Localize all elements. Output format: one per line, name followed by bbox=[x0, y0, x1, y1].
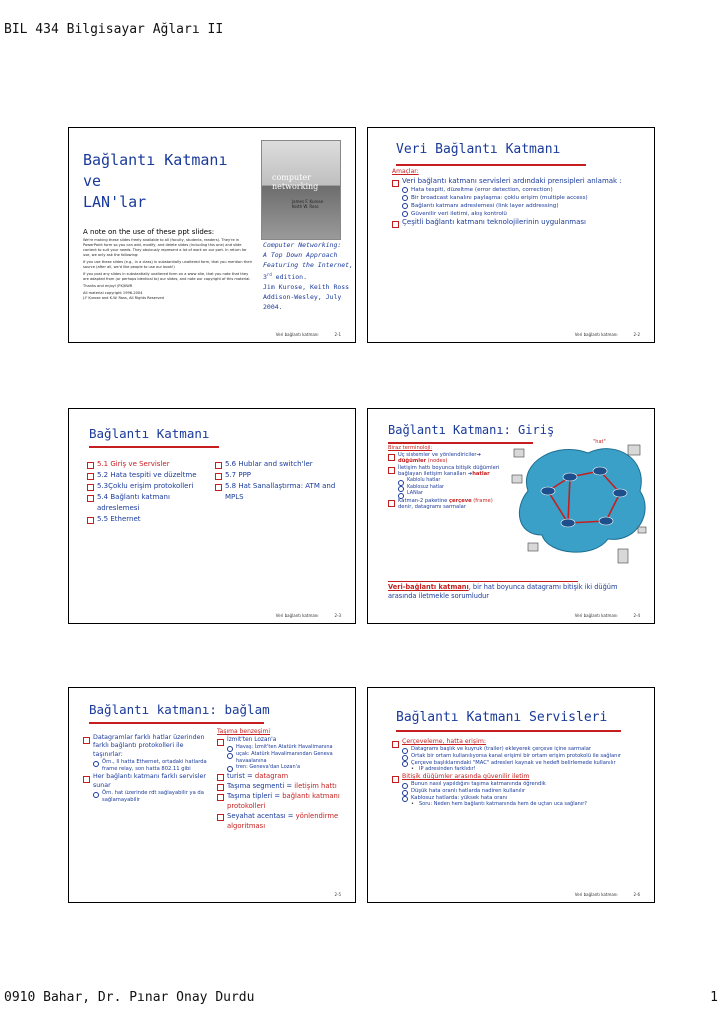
slide-5 bbox=[68, 687, 356, 903]
book-authors: Jim Kurose, Keith Ross bbox=[263, 283, 350, 292]
note-heading: A note on the use of these ppt slides: bbox=[83, 228, 215, 236]
slide-5-title: Bağlantı katmanı: bağlam bbox=[89, 702, 270, 717]
book-publisher: Addison-Wesley, July bbox=[263, 293, 342, 302]
slide-2 bbox=[367, 127, 655, 343]
list-item: • IP adresinden farklıdır! bbox=[411, 766, 647, 773]
list-item bbox=[402, 760, 647, 773]
note-copyright-2: J.F Kurose and K.W. Ross, All Rights Reserved bbox=[83, 296, 164, 300]
summary-highlight: Veri-bağlantı katmanı bbox=[388, 583, 469, 591]
slide-footer-number: 2-2 bbox=[633, 332, 640, 337]
title-underline bbox=[396, 730, 621, 732]
sub-bullets bbox=[227, 744, 352, 771]
slide-6 bbox=[367, 687, 655, 903]
list-item bbox=[83, 734, 213, 773]
list-item-text: Veri bağlantı katmanı servisleri ardındaki prensipleri anlamak : bbox=[402, 176, 622, 185]
slide-4-title: Bağlantı Katmanı: Giriş bbox=[388, 423, 555, 437]
slide-1-title bbox=[83, 150, 233, 213]
analogy-highlight: bağlantı katmanı protokolleri bbox=[227, 792, 340, 811]
book-cover-image bbox=[261, 140, 341, 240]
list-item: Kablosuz hatlar bbox=[398, 485, 508, 492]
page-header: BIL 434 Bilgisayar Ağları II bbox=[4, 22, 224, 37]
toc-item: 5.7 PPP bbox=[215, 470, 341, 481]
network-cloud bbox=[519, 449, 645, 552]
analogy-text: Taşıma segmenti = bbox=[227, 782, 295, 791]
slide-5-right-bullets bbox=[217, 736, 352, 831]
server-icon bbox=[618, 549, 628, 563]
note-copyright-1: All material copyright 1996-2004 bbox=[83, 291, 143, 295]
list-item bbox=[388, 452, 508, 465]
list-item bbox=[83, 773, 213, 804]
sub-bullets bbox=[402, 186, 642, 218]
list-item-text: İzmit'ten Lozan'a bbox=[227, 737, 277, 743]
toc-item: 5.6 Hublar and switch'ler bbox=[215, 459, 341, 470]
book-title-line-1: Computer Networking: bbox=[263, 241, 342, 249]
list-item bbox=[217, 781, 352, 791]
host-icon bbox=[528, 543, 538, 551]
list-item bbox=[392, 177, 642, 218]
book-title-line-2: A Top Down Approach bbox=[263, 251, 338, 259]
slide-6-footer bbox=[575, 892, 640, 897]
list-item: Kablolu hatlar bbox=[398, 478, 508, 485]
list-item bbox=[388, 465, 508, 498]
slide-5-footer bbox=[334, 892, 341, 897]
slide-1 bbox=[68, 127, 356, 343]
slide-footer-number: 2-6 bbox=[633, 892, 640, 897]
analogy-highlight: iletişim hattı bbox=[294, 782, 337, 791]
toc-item: 5.3Çoklu erişim protokolleri bbox=[87, 481, 205, 492]
book-edition-word: edition. bbox=[275, 273, 307, 282]
sub-bullets bbox=[93, 759, 213, 773]
analogy-text: turist = bbox=[227, 772, 255, 781]
sub-bullets bbox=[398, 478, 508, 498]
list-item bbox=[388, 498, 508, 511]
router-icon bbox=[613, 489, 627, 497]
slide-5-right-column bbox=[217, 728, 352, 831]
list-item: Havaş: İzmit'ten Atatürk Havalimanına bbox=[227, 744, 352, 751]
slide-4-footer bbox=[575, 613, 640, 618]
analogy-text: Taşıma tipleri = bbox=[227, 792, 283, 801]
slide-2-content bbox=[392, 168, 642, 227]
list-item-text: Datagramlar farklı hatlar üzerinden farklı bağlantı protokolleri ile taşınırlar: bbox=[93, 734, 205, 758]
toc-left-column bbox=[87, 459, 205, 525]
slide-1-title-line-2: LAN'lar bbox=[83, 193, 147, 211]
list-item bbox=[217, 791, 352, 811]
list-item bbox=[392, 738, 647, 773]
slide-6-content bbox=[392, 738, 647, 808]
list-item: uçak: Atatürk Havalimanından Geneva havaalanına bbox=[227, 751, 352, 765]
term-text: Katman-2 paketine bbox=[398, 497, 448, 504]
list-item: Güvenilir veri iletimi, akış kontrolü bbox=[402, 210, 642, 218]
slide-footer-label: Veri bağlantı katmanı bbox=[574, 892, 618, 897]
analogy-highlight: yönlendirme algoritması bbox=[227, 812, 339, 831]
list-item bbox=[217, 811, 352, 831]
analogy-heading: Taşıma benzeşimi bbox=[217, 728, 271, 735]
slide-4-bullets bbox=[388, 452, 508, 511]
list-item: Ortak bir ortam kullanılıyorsa kanal erişimi bir ortam erişim protokolü ile sağlanır bbox=[402, 753, 647, 760]
slide-footer-label: Veri bağlantı katmanı bbox=[574, 332, 618, 337]
list-item: Bunun nasıl yapıldığını taşıma katmanında öğrendik bbox=[402, 781, 647, 788]
router-icon bbox=[541, 487, 555, 495]
note-paragraph-3: If you post any slides in substantially unaltered form on a www site, that you note that they are adapted from (or perhaps identical to) our slides, and note our copyright of this material. bbox=[83, 272, 251, 281]
note-paragraph-1: We're making these slides freely available to all (faculty, students, readers). They're in PowerPoint form so you can add, modify, and delete slides (including this one) and slide content to suit your needs. They obviously represent a lot of work on our part. In return for use, we only ask the following: bbox=[83, 238, 247, 257]
sub-bullets bbox=[93, 790, 213, 804]
service-heading: Çerçeveleme, hatta erişim: bbox=[402, 738, 486, 745]
list-item bbox=[392, 773, 647, 808]
term-text: Uç sistemler ve yönlendiriciler bbox=[398, 451, 477, 458]
slide-4-content bbox=[388, 445, 508, 511]
goals-heading: Amaçlar: bbox=[392, 168, 419, 175]
sub-sub-bullets bbox=[411, 766, 647, 773]
book-edition-number: 3 bbox=[263, 273, 267, 282]
term-highlight: (frame) bbox=[473, 497, 493, 504]
slide-3-footer bbox=[276, 613, 341, 618]
toc-item bbox=[87, 459, 205, 470]
term-highlight: düğümler bbox=[398, 458, 427, 465]
toc-item: 5.5 Ethernet bbox=[87, 514, 205, 525]
title-underline bbox=[396, 164, 586, 166]
term-text: denir, datagramı sarmalar bbox=[398, 504, 466, 511]
book-cover-title bbox=[272, 173, 318, 191]
toc-item: 5.2 Hata tespiti ve düzeltme bbox=[87, 470, 205, 481]
term-highlight: (nodes) bbox=[427, 458, 448, 465]
list-item bbox=[402, 795, 647, 808]
arrow-icon: ➔ bbox=[476, 451, 481, 458]
list-item: tren: Geneva'dan Lozan'a bbox=[227, 764, 352, 771]
summary-text: , bir hat boyunca datagramı bitişik iki düğüm arasında iletmekle sorumludur bbox=[388, 583, 618, 600]
book-edition bbox=[263, 270, 353, 282]
book-cover-word-2: networking bbox=[272, 182, 319, 191]
slide-footer-label: Veri bağlantı katmanı bbox=[275, 332, 319, 337]
list-item bbox=[217, 771, 352, 781]
slide-3 bbox=[68, 408, 356, 624]
slide-5-left-bullets bbox=[83, 734, 213, 804]
slide-footer-label: Veri bağlantı katmanı bbox=[574, 613, 618, 618]
book-info bbox=[263, 240, 353, 312]
slide-footer-label: Veri bağlantı katmanı bbox=[275, 613, 319, 618]
list-item-text: Çerçeve başlıklarındaki "MAC" adresleri kaynak ve hedefi belirlemede kullanılır bbox=[411, 759, 616, 766]
toc-item: 5.4 Bağlantı katmanı adreslemesi bbox=[87, 492, 205, 514]
toc-right-column bbox=[215, 459, 341, 503]
router-icon bbox=[561, 519, 575, 527]
title-underline bbox=[89, 722, 264, 724]
list-item: • Soru: Neden hem bağlantı katmanında hem de uçtan uca sağlanır? bbox=[411, 801, 647, 808]
list-item: Örn. hat üzerinde rdt sağlayabilir ya da sağlamayabilir bbox=[93, 790, 213, 804]
list-item: Örn., Il hatta Ethernet, ortadaki hatlarda frame relay, son hatta 802.11 gibi bbox=[93, 759, 213, 773]
slide-footer-number: 2-1 bbox=[334, 332, 341, 337]
toc-item: 5.8 Hat Sanallaştırma: ATM and MPLS bbox=[215, 481, 341, 503]
book-year: 2004. bbox=[263, 303, 283, 312]
terms-heading: Biraz terminoloji: bbox=[388, 445, 433, 451]
list-item: Bağlantı katmanı adreslemesi (link layer addressing) bbox=[402, 202, 642, 210]
service-heading: Bitişik düğümler arasında güvenilir iletim bbox=[402, 772, 530, 780]
term-highlight: çerçeve bbox=[448, 497, 472, 504]
router-icon bbox=[563, 473, 577, 481]
slide-3-title: Bağlantı Katmanı bbox=[89, 426, 210, 441]
sub-bullets bbox=[402, 746, 647, 773]
sub-sub-bullets bbox=[411, 801, 647, 808]
list-item bbox=[217, 736, 352, 771]
term-highlight: hatlar bbox=[472, 471, 490, 478]
list-item-text: Kablosuz hatlarda: yüksek hata oranı bbox=[411, 794, 508, 801]
book-edition-suffix: rd bbox=[266, 272, 272, 277]
book-cover-author-1: James F. Kurose bbox=[292, 199, 324, 204]
slide-2-footer bbox=[575, 332, 640, 337]
server-icon bbox=[628, 445, 640, 455]
analogy-text: Seyahat acentası = bbox=[227, 812, 296, 821]
title-underline bbox=[89, 446, 219, 448]
slide-4-summary bbox=[388, 583, 638, 601]
link-label: "hat" bbox=[593, 439, 606, 445]
list-item: LANlar bbox=[398, 491, 508, 498]
slide-4 bbox=[367, 408, 655, 624]
slide-2-title: Veri Bağlantı Katmanı bbox=[396, 142, 561, 157]
slide-1-title-line-1: Bağlantı Katmanı ve bbox=[83, 151, 228, 190]
slide-5-left-column bbox=[83, 734, 213, 804]
summary-divider bbox=[388, 581, 578, 582]
router-icon bbox=[593, 467, 607, 475]
router-icon bbox=[599, 517, 613, 525]
note-thanks: Thanks and enjoy! JFK/KWR bbox=[83, 284, 133, 288]
slide-6-bullets bbox=[392, 738, 647, 808]
slide-2-bullets bbox=[392, 177, 642, 227]
book-cover-author-2: Keith W. Ross bbox=[292, 204, 319, 209]
book-cover-authors bbox=[292, 199, 323, 209]
list-item: Çeşitli bağlantı katmanı teknolojilerinin uygulanması bbox=[392, 218, 642, 227]
note-paragraph-2: If you use these slides (e.g., in a class) in substantially unaltered form, that you mention their source (after all, we'd like people to use our book!) bbox=[83, 260, 253, 269]
sub-bullets bbox=[402, 781, 647, 808]
slide-1-footer bbox=[276, 332, 341, 337]
network-diagram bbox=[508, 431, 654, 579]
host-icon bbox=[512, 475, 522, 483]
arrow-icon: ➔ bbox=[467, 471, 473, 478]
list-item: Düşük hata oranlı hatlarda nadiren kullanılır bbox=[402, 788, 647, 795]
host-icon bbox=[514, 449, 524, 457]
list-item: Hata tespiti, düzeltme (error detection, correction) bbox=[402, 186, 642, 194]
book-title-line-3: Featuring the Internet, bbox=[263, 261, 354, 269]
slide-footer-number: 2-3 bbox=[334, 613, 341, 618]
page-number: 1 bbox=[710, 990, 718, 1005]
list-item-text: Her bağlantı katmanı farklı servisler sunar bbox=[93, 773, 206, 789]
list-item: Datagramı başlık ve kuyruk (trailer) ekleyerek çerçeve içine sarmalar bbox=[402, 746, 647, 753]
term-text: İletişim hattı boyunca bitişik düğümleri bağlayan iletişim kanalları bbox=[398, 464, 500, 478]
toc-item-text: 5.1 Giriş ve Servisler bbox=[97, 460, 170, 468]
slide-footer-number: 2-4 bbox=[633, 613, 640, 618]
page-footer: 0910 Bahar, Dr. Pınar Onay Durdu bbox=[4, 990, 255, 1005]
note-body bbox=[83, 238, 253, 301]
list-item: Bir broadcast kanalını paylaşma: çoklu erişim (multiple access) bbox=[402, 194, 642, 202]
slide-6-title: Bağlantı Katmanı Servisleri bbox=[396, 710, 608, 725]
slide-footer-number: 2-5 bbox=[334, 892, 341, 897]
book-cover-word-1: computer bbox=[272, 173, 311, 182]
phone-icon bbox=[638, 527, 646, 533]
analogy-highlight: datagram bbox=[254, 772, 289, 781]
